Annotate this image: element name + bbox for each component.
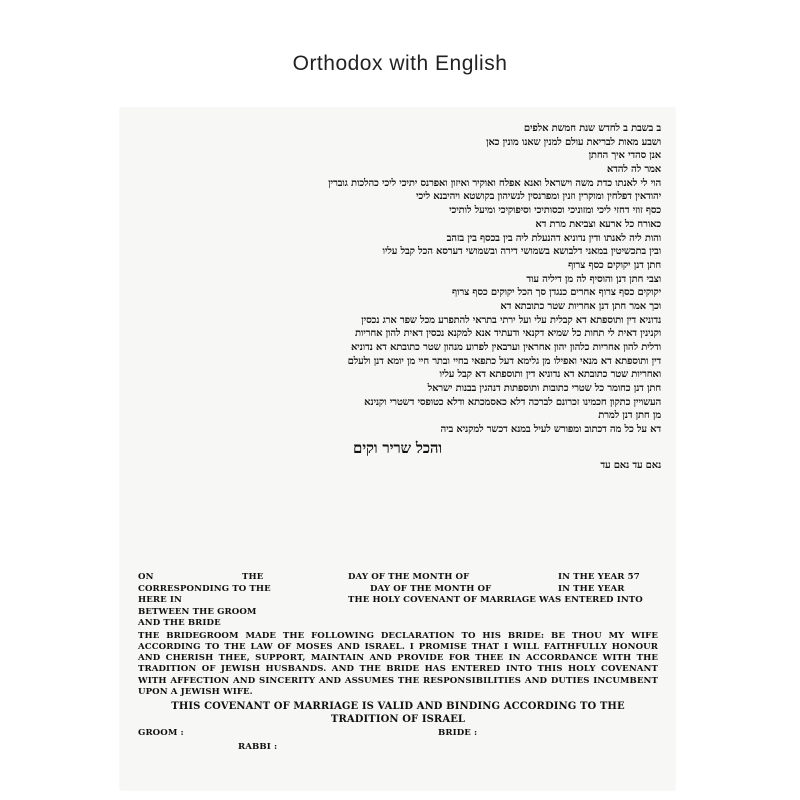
english-between-groom-label: BETWEEN THE GROOM bbox=[138, 606, 257, 617]
english-and-bride-label: AND THE BRIDE bbox=[138, 618, 221, 628]
ketubah-document bbox=[120, 108, 675, 790]
hebrew-line: כסף זוזי דחזי ליכי ומזוניכי וכסותיכי וסיפוקיכי ומיעל לותיכי bbox=[449, 205, 661, 217]
hebrew-line: וכך אמר חתן דנן אחריות שטר כתובתא דא bbox=[500, 300, 661, 312]
english-day-month-label: DAY OF THE MONTH OF bbox=[348, 572, 470, 582]
english-the-label: THE bbox=[242, 572, 264, 582]
english-here-in-label: HERE IN bbox=[138, 595, 182, 605]
english-on-label: ON bbox=[138, 572, 154, 582]
hebrew-line: חתן דנן יקוקים כסף צרוף bbox=[568, 259, 661, 271]
hebrew-line: דין ותוספתא דא מנאי ואפילו מן גלימא דעל כתפאי בחיי ובתר חיי מן יומא דנן ולעלם bbox=[347, 355, 661, 367]
hebrew-line: חתן דנן כחומר כל שטרי כתובות ותוספתות דנהגין בבנות ישראל bbox=[427, 383, 661, 395]
hebrew-line: מן חתן דנן למרת bbox=[598, 410, 661, 422]
hebrew-line: ובין בתכשיטין במאני דלבושא בשמושי דירה ובשמושי דערסא הכל קבל עליו bbox=[382, 246, 661, 258]
english-text-block bbox=[138, 572, 658, 754]
rabbi-row bbox=[138, 740, 658, 754]
english-corresponding-label: CORRESPONDING TO THE bbox=[138, 583, 271, 594]
groom-signature-label: GROOM : bbox=[138, 728, 184, 739]
hebrew-line: העשויין כתקון חכמינו זכרונם לברכה דלא כאסמכתא ודלא כטופסי דשטרי וקנינא bbox=[364, 396, 661, 408]
hebrew-line: וקנינין דאית לי תחות כל שמיא דקנאי ודעתיד אנא למקנא נכסין דאית להון אחריות bbox=[355, 328, 661, 340]
hebrew-line: יקוקים כסף צרוף אחרים כנגדן סך הכל יקוקים כסף צרוף bbox=[452, 287, 661, 299]
english-covenant-entered-label: THE HOLY COVENANT OF MARRIAGE WAS ENTERED INTO bbox=[348, 595, 643, 605]
hebrew-witness-line: נאם עד נאם עד bbox=[600, 459, 661, 471]
english-year-label: IN THE YEAR 57 bbox=[558, 572, 640, 582]
english-corresponding-row bbox=[138, 584, 658, 596]
hebrew-validity-line: והכל שריר וקים bbox=[353, 438, 442, 457]
page-title: Orthodox with English bbox=[292, 52, 508, 75]
hebrew-line: כאורח כל ארעא וצביאת מרת דא bbox=[535, 218, 661, 230]
english-groom-row bbox=[138, 607, 658, 619]
english-year-label-2: IN THE YEAR bbox=[558, 583, 625, 594]
hebrew-line: דא על כל מה דכתוב ומפורש לעיל במנא דכשר למקניא ביה bbox=[440, 424, 661, 436]
hebrew-line: וצבי חתן דנן והוסיף לה מן דיליה עוד bbox=[526, 273, 661, 285]
hebrew-line: אנן סהדי איך החתן bbox=[588, 150, 661, 162]
english-bride-row bbox=[138, 618, 658, 630]
hebrew-line: ושבע מאות לבריאת עולם למנין שאנו מונין כאן bbox=[486, 136, 661, 148]
english-declaration-paragraph: THE BRIDEGROOM MADE THE FOLLOWING DECLARATION TO HIS BRIDE: BE THOU MY WIFE ACCORDING TO THE LAW OF MOSES AND ISRAEL. I PROMISE THAT I WILL FAITHFULLY HONOUR AND CHERISH THEE, SUPPORT, MAINTAIN AND PROVIDE FOR THEE IN ACCORDANCE WITH THE TRADITION OF JEWISH HUSBANDS. AND THE BRIDE HAS ENTERED INTO THIS HOLY COVENANT WITH AFFECTION AND SINCERITY AND ASSUMES THE RESPONSIBILITIES AND DUTIES INCUMBENT UPON A JEWISH WIFE. bbox=[138, 630, 658, 697]
hebrew-line: הוי לי לאנתו כדת משה וישראל ואנא אפלח ואוקיר ואיזון ואפרנס יתיכי ליכי כהלכות גוברין bbox=[328, 177, 661, 189]
english-day-month-label-2: DAY OF THE MONTH OF bbox=[370, 583, 492, 594]
signature-row bbox=[138, 726, 658, 740]
hebrew-line: ואחריות שטר כתובתא דא נדוניא דין ותוספתא דא קבל עליו bbox=[439, 369, 661, 381]
hebrew-line: ב בשבת ב לחדש שנת חמשת אלפים bbox=[523, 123, 661, 134]
english-place-row bbox=[138, 595, 658, 607]
rabbi-signature-label: RABBI : bbox=[238, 742, 278, 753]
hebrew-line: נדוניא דין ותוספתא דא קבלית עלי ועל ירתי בתראי להתפרע מכל שפר ארג נכסין bbox=[361, 314, 661, 326]
hebrew-line: אמר לה להדא bbox=[606, 164, 661, 176]
hebrew-text-block bbox=[134, 122, 661, 473]
hebrew-line: ודלית להון אחריות כלהון יהון אחראין וערבאין לפרוע מנהון שטר כתובתא דא נדוניא bbox=[350, 342, 661, 353]
english-closing-statement: THIS COVENANT OF MARRIAGE IS VALID AND BINDING ACCORDING TO THE TRADITION OF ISRAEL bbox=[171, 701, 625, 726]
hebrew-line: יהודאין דפלחין ומוקרין וזנין ומפרנסין לנשיהון בקושטא ויהיבנא ליכי bbox=[415, 191, 661, 203]
bride-signature-label: BRIDE : bbox=[438, 728, 478, 739]
hebrew-line: והות ליה לאנתו ודין נדוניא דהנעלת ליה בין בכסף בין בזהב bbox=[446, 232, 661, 244]
english-date-row bbox=[138, 572, 658, 584]
